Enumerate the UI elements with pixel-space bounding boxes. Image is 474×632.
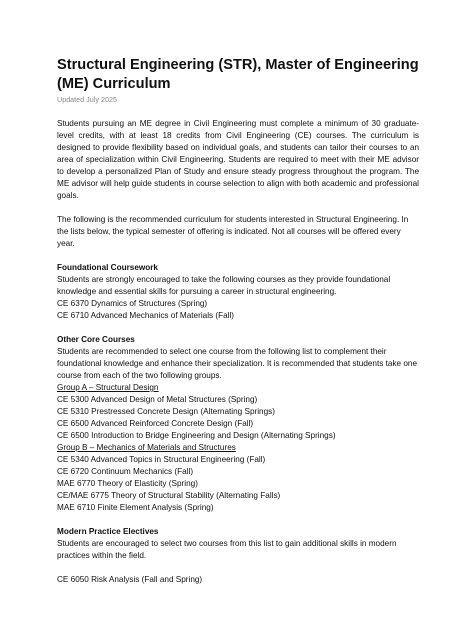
course-item: CE 6710 Advanced Mechanics of Materials (Fall): [57, 311, 235, 320]
course-item: CE 5340 Advanced Topics in Structural Engineering (Fall): [57, 455, 266, 464]
course-item: CE 5300 Advanced Design of Metal Structures (Spring): [57, 395, 258, 404]
course-item: CE/MAE 6775 Theory of Structural Stability (Alternating Falls): [57, 491, 281, 500]
section-heading: Other Core Courses: [57, 335, 135, 344]
course-item: CE 6370 Dynamics of Structures (Spring): [57, 299, 208, 308]
section-description: Students are recommended to select one course from the following list to complement their foundational knowledge and enhance their specialization. It is recommended that students take one course from each of the two following groups.: [57, 347, 418, 380]
group-b-title: Group B – Mechanics of Materials and Structures: [57, 443, 236, 452]
course-item: CE 6720 Continuum Mechanics (Fall): [57, 467, 194, 476]
other-core-section: [57, 334, 419, 514]
course-item: CE 6050 Risk Analysis (Fall and Spring): [57, 575, 203, 584]
section-description: Students are encouraged to select two courses from this list to gain additional skills in modern practices within the field.: [57, 539, 397, 560]
document-content: [57, 56, 419, 586]
group-a-title: Group A – Structural Design: [57, 383, 159, 392]
section-heading: Foundational Coursework: [57, 263, 158, 272]
course-item: CE 6500 Advanced Reinforced Concrete Design (Fall): [57, 419, 254, 428]
recommended-paragraph: The following is the recommended curriculum for students interested in Structural Engineering. In the lists below, the typical semester of offering is indicated. Not all courses will be offered every year.: [57, 215, 409, 248]
course-item: MAE 6770 Theory of Elasticity (Spring): [57, 479, 198, 488]
updated-date: Updated July 2025: [57, 95, 117, 104]
section-description: Students are strongly encouraged to take the following courses as they provide foundational knowledge and essential skills for pursuing a career in structural engineering.: [57, 275, 391, 296]
section-heading: Modern Practice Electives: [57, 527, 159, 536]
course-item: MAE 6710 Finite Element Analysis (Spring): [57, 503, 214, 512]
modern-practice-section: [57, 526, 419, 586]
document-title: Structural Engineering (STR), Master of Engineering (ME) Curriculum: [57, 57, 419, 92]
course-item: CE 6500 Introduction to Bridge Engineering and Design (Alternating Springs): [57, 431, 336, 440]
foundational-section: [57, 262, 419, 322]
intro-paragraph: Students pursuing an ME degree in Civil Engineering must complete a minimum of 30 graduate-level credits, with at least 18 credits from Civil Engineering (CE) courses. The curriculum is designed to provide flexibility based on individual goals, and students can tailor their courses to an area of specialization within Civil Engineering. Students are required to meet with their ME advisor to develop a personalized Plan of Study and ensure steady progress throughout the program. The ME advisor will help guide students in course selection to align with both academic and professional goals.: [57, 119, 419, 200]
course-item: CE 5310 Prestressed Concrete Design (Alternating Springs): [57, 407, 275, 416]
